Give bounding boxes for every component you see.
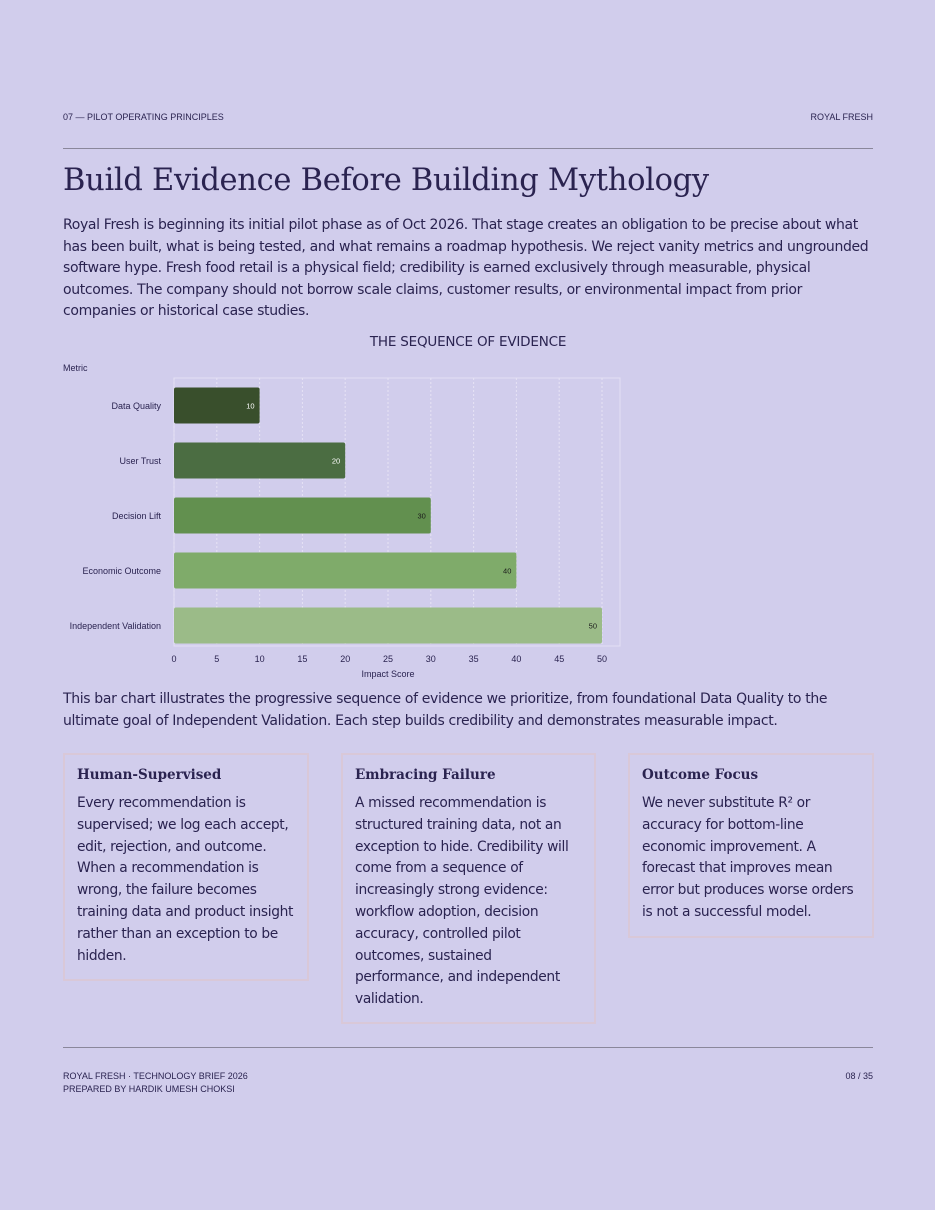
bar xyxy=(174,498,431,534)
bar-data-label: 40 xyxy=(503,566,512,576)
card-title: Embracing Failure xyxy=(355,767,496,783)
page-header xyxy=(63,112,873,126)
card-outcome-focus xyxy=(628,753,874,938)
card-human-supervised xyxy=(63,753,309,981)
section-label: 07 — PILOT OPERATING PRINCIPLES xyxy=(63,112,224,122)
y-tick-label: Decision Lift xyxy=(111,511,161,521)
bar-data-label: 20 xyxy=(331,456,341,466)
y-tick-label: Economic Outcome xyxy=(82,566,161,576)
y-tick-label: Independent Validation xyxy=(69,621,161,631)
bar-data-label: 10 xyxy=(246,401,255,411)
brand-label: ROYAL FRESH xyxy=(810,112,873,122)
x-tick-label: 25 xyxy=(382,654,394,664)
chart-caption: This bar chart illustrates the progressive sequence of evidence we prioritize, from foundational Data Quality to the ultimate goal of Independent Validation. Each step builds credibility and demonstrates measurable impact. xyxy=(63,691,828,729)
footer-author-label: PREPARED BY HARDIK UMESH CHOKSI xyxy=(63,1083,235,1094)
x-tick-label: 15 xyxy=(297,654,308,664)
x-tick-label: 5 xyxy=(214,654,220,664)
header-divider xyxy=(63,148,873,149)
page-title: Build Evidence Before Building Mythology xyxy=(63,163,709,198)
x-tick-label: 0 xyxy=(171,654,177,664)
footer-brief-label: ROYAL FRESH · TECHNOLOGY BRIEF 2026 xyxy=(63,1071,248,1081)
y-tick-label: User Trust xyxy=(119,456,161,466)
y-tick-label: Data Quality xyxy=(111,401,161,411)
bar xyxy=(174,553,516,589)
y-axis-title: Metric xyxy=(63,363,88,373)
chart-title: THE SEQUENCE OF EVIDENCE xyxy=(369,334,567,350)
x-tick-label: 50 xyxy=(596,654,608,664)
footer-divider xyxy=(63,1047,873,1048)
x-tick-label: 20 xyxy=(340,654,351,664)
x-tick-label: 40 xyxy=(511,654,522,664)
bar xyxy=(174,443,345,479)
evidence-bar-chart xyxy=(63,358,633,683)
card-embracing-failure xyxy=(341,753,596,1024)
x-tick-label: 30 xyxy=(425,654,436,664)
card-body: We never substitute R² or accuracy for bottom-line economic improvement. A forecast that improves mean error but produces worse orders is not a successful model. xyxy=(642,795,854,920)
bar-data-label: 50 xyxy=(588,621,597,631)
card-body: Every recommendation is supervised; we log each accept, edit, rejection, and outcome. When a recommendation is wrong, the failure becomes training data and product insight rather than an exception to be hidden. xyxy=(77,795,294,964)
x-tick-label: 35 xyxy=(468,654,479,664)
x-tick-label: 45 xyxy=(554,654,565,664)
x-tick-label: 10 xyxy=(254,654,265,664)
card-title: Outcome Focus xyxy=(642,767,759,783)
bar-data-label: 30 xyxy=(417,511,426,521)
page-footer xyxy=(63,1070,873,1095)
page-number: 08 / 35 xyxy=(845,1071,873,1081)
x-axis-title: Impact Score xyxy=(361,669,415,679)
intro-paragraph: Royal Fresh is beginning its initial pilot phase as of Oct 2026. That stage creates an obligation to be precise about what has been built, what is being tested, and what remains a roadmap hypothesis. We reject vanity metrics and ungrounded software hype. Fresh food retail is a physical field; credibility is earned exclusively through measurable, physical outcomes. The company should not borrow scale claims, customer results, or environmental impact from prior companies or historical case studies. xyxy=(63,217,869,319)
card-title: Human-Supervised xyxy=(77,767,222,783)
card-body: A missed recommendation is structured training data, not an exception to hide. Credibility will come from a sequence of increasingly strong evidence: workflow adoption, decision accuracy, controlled pilot outcomes, sustained performance, and independent validation. xyxy=(355,795,569,1008)
document-page xyxy=(63,0,873,1210)
bar xyxy=(174,608,602,644)
